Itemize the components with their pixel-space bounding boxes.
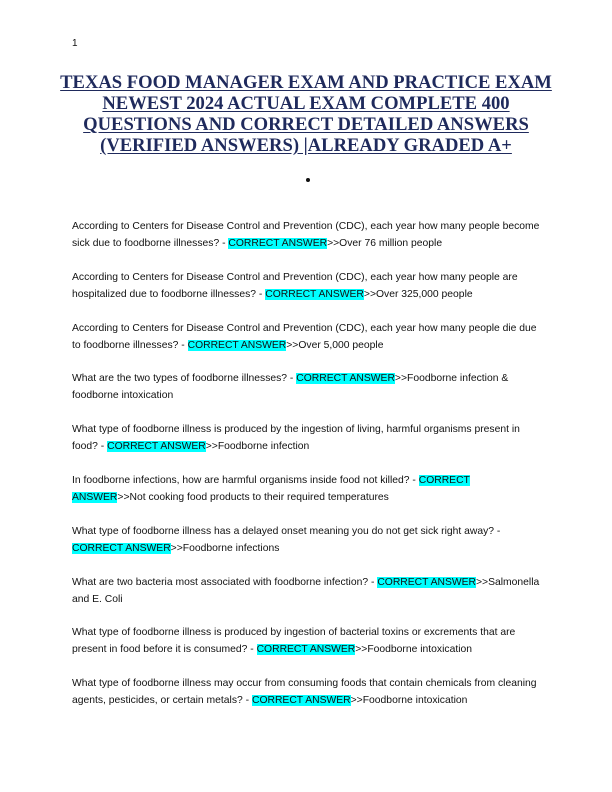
question-text: In foodborne infections, how are harmful organisms inside food not killed?: [72, 474, 410, 486]
question-text: What type of foodborne illness is produced by ingestion of bacterial toxins or excrements that are present in food before it is consumed?: [72, 627, 516, 656]
separator: -: [242, 695, 252, 707]
question-text: What type of foodborne illness has a delayed onset meaning you do not get sick right away?: [72, 525, 495, 537]
answer-text: Foodborne infection & foodborne intoxication: [72, 373, 509, 402]
question-text: What type of foodborne illness is produced by the ingestion of living, harmful organisms present in food?: [72, 424, 520, 453]
qa-item: [72, 523, 544, 557]
answer-prefix: >>: [117, 491, 130, 503]
bullet-point: [306, 178, 310, 182]
question-text: According to Centers for Disease Control and Prevention (CDC), each year how many people die due to foodborne illnesses?: [72, 322, 537, 351]
correct-answer-label: CORRECT ANSWER: [256, 644, 356, 656]
qa-item: [72, 421, 544, 455]
correct-answer-label: CORRECT ANSWER: [72, 474, 470, 503]
page-number: 1: [72, 38, 78, 49]
answer-prefix: >>: [286, 339, 299, 351]
answer-prefix: >>: [350, 695, 363, 707]
separator: -: [178, 339, 188, 351]
separator: -: [409, 474, 419, 486]
correct-answer-label: CORRECT ANSWER: [296, 373, 395, 385]
answer-prefix: >>: [363, 288, 376, 300]
qa-item: [72, 370, 544, 404]
correct-answer-label: CORRECT ANSWER: [265, 288, 364, 300]
answer-text: Over 5,000 people: [298, 339, 384, 351]
document-title: TEXAS FOOD MANAGER EXAM AND PRACTICE EXAM NEWEST 2024 ACTUAL EXAM COMPLETE 400 QUESTIONS AND CORRECT DETAILED ANSWERS (VERIFIED ANSWERS) |ALREADY GRADED A+: [60, 72, 552, 156]
answer-prefix: >>: [394, 373, 408, 385]
answer-text: Foodborne infection: [217, 441, 310, 453]
question-text: What are the two types of foodborne illnesses?: [72, 373, 288, 385]
question-text: What type of foodborne illness may occur from consuming foods that contain chemicals from cleaning agents, pesticides, or certain metals?: [72, 678, 537, 707]
separator: -: [368, 576, 378, 588]
answer-text: Over 325,000 people: [376, 288, 473, 300]
separator: -: [97, 441, 108, 453]
answer-prefix: >>: [205, 441, 218, 453]
answer-prefix: >>: [170, 542, 183, 554]
separator: -: [247, 644, 257, 656]
qa-item: [72, 574, 544, 608]
separator: -: [494, 525, 501, 537]
answer-prefix: >>: [355, 644, 368, 656]
correct-answer-label: CORRECT ANSWER: [377, 576, 476, 588]
correct-answer-label: CORRECT ANSWER: [187, 339, 287, 351]
correct-answer-label: CORRECT ANSWER: [72, 542, 171, 554]
qa-list: [72, 218, 544, 726]
separator: -: [287, 373, 297, 385]
answer-text: Over 76 million people: [339, 238, 443, 249]
answer-prefix: >>: [475, 576, 489, 588]
answer-prefix: >>: [327, 238, 340, 249]
answer-text: Foodborne intoxication: [367, 644, 472, 656]
answer-text: Foodborne intoxication: [362, 695, 468, 707]
qa-item: [72, 320, 544, 354]
qa-item: [72, 624, 544, 658]
qa-item: [72, 472, 544, 506]
separator: -: [256, 288, 266, 300]
correct-answer-label: CORRECT ANSWER: [228, 238, 328, 249]
correct-answer-label: CORRECT ANSWER: [107, 441, 206, 453]
question-text: According to Centers for Disease Control and Prevention (CDC), each year how many people are hospitalized due to foodborne illnesses?: [72, 271, 518, 300]
correct-answer-label: CORRECT ANSWER: [251, 695, 351, 707]
question-text: What are two bacteria most associated with foodborne infection?: [72, 576, 369, 588]
qa-item: [72, 218, 544, 252]
answer-text: Not cooking food products to their required temperatures: [129, 491, 389, 503]
qa-item: [72, 269, 544, 303]
separator: -: [219, 238, 229, 249]
qa-item: [72, 675, 544, 709]
answer-text: Salmonella and E. Coli: [72, 576, 540, 605]
answer-text: Foodborne infections: [182, 542, 280, 554]
question-text: According to Centers for Disease Control and Prevention (CDC), each year how many people become sick due to foodborne illnesses?: [72, 221, 540, 249]
